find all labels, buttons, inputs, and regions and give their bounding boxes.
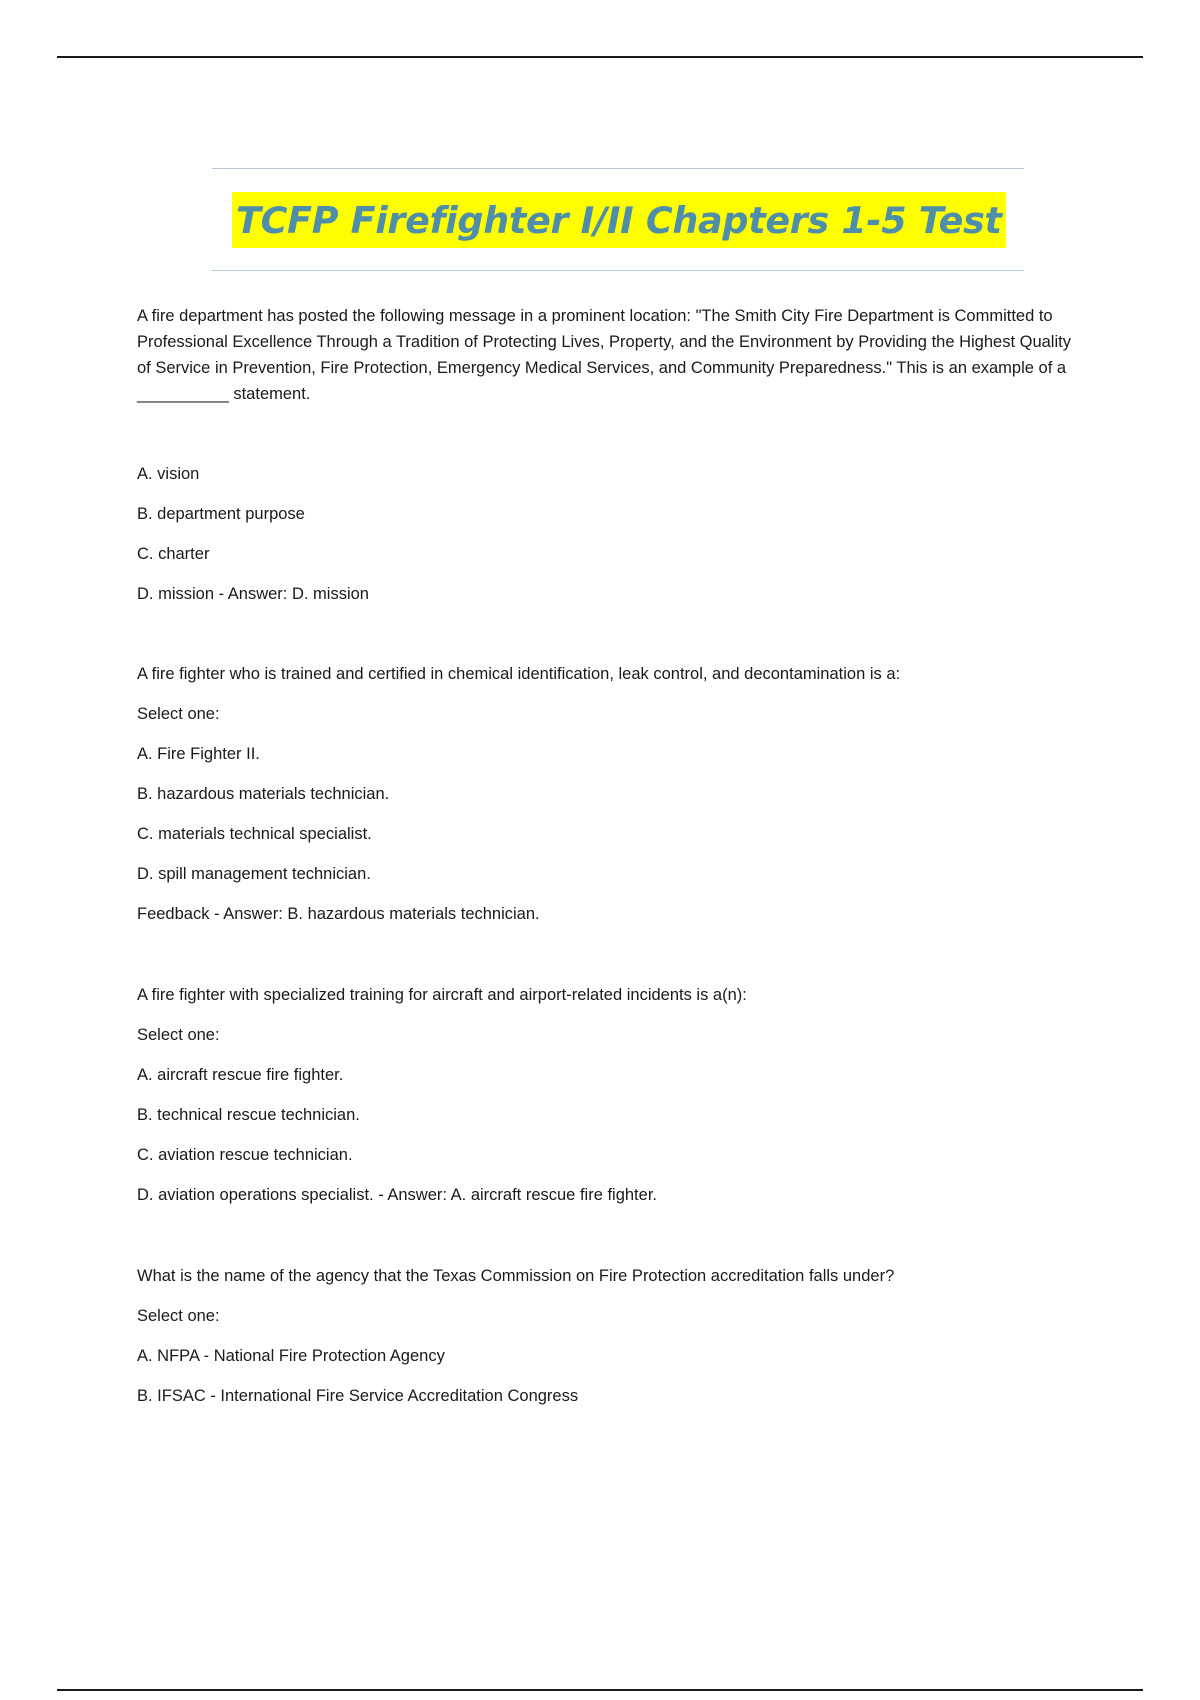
question-2-option-d: D. spill management technician.: [137, 865, 371, 883]
document-title: TCFP Firefighter I/II Chapters 1-5 Test: [232, 192, 1006, 248]
question-1-option-b: B. department purpose: [137, 505, 305, 523]
question-3-option-b: B. technical rescue technician.: [137, 1106, 360, 1124]
question-4-stem: What is the name of the agency that the Texas Commission on Fire Protection accreditation falls under?: [137, 1267, 895, 1285]
title-block: [212, 168, 1024, 272]
question-2-stem: A fire fighter who is trained and certified in chemical identification, leak control, and decontamination is a:: [137, 665, 901, 683]
question-4-option-a: A. NFPA - National Fire Protection Agency: [137, 1347, 445, 1365]
question-3-select-prompt: Select one:: [137, 1026, 220, 1044]
question-1-stem: A fire department has posted the following message in a prominent location: "The Smith City Fire Department is Committed to Professional Excellence Through a Tradition of Protecting Lives, Property, and the Environment by Providing the Highest Quality of Service in Prevention, Fire Protection, Emergency Medical Services, and Community Preparedness." This is an example of a __________ statement.: [137, 307, 1071, 403]
question-2-select-prompt: Select one:: [137, 705, 220, 723]
question-1-option-d-answer: D. mission - Answer: D. mission: [137, 585, 369, 603]
question-3-option-d-answer: D. aviation operations specialist. - Answer: A. aircraft rescue fire fighter.: [137, 1186, 657, 1204]
title-lower-rule: [212, 270, 1024, 271]
question-3-stem: A fire fighter with specialized training for aircraft and airport-related incidents is a(n):: [137, 986, 747, 1004]
question-2-option-a: A. Fire Fighter II.: [137, 745, 260, 763]
question-4-select-prompt: Select one:: [137, 1307, 220, 1325]
question-1-option-c: C. charter: [137, 545, 210, 563]
question-2-option-b: B. hazardous materials technician.: [137, 785, 390, 803]
question-2-feedback-answer: Feedback - Answer: B. hazardous materials technician.: [137, 905, 540, 923]
question-2-option-c: C. materials technical specialist.: [137, 825, 372, 843]
page-bottom-rule: [57, 1689, 1143, 1691]
question-3-option-a: A. aircraft rescue fire fighter.: [137, 1066, 344, 1084]
title-upper-rule: [212, 168, 1024, 169]
question-4-option-b: B. IFSAC - International Fire Service Accreditation Congress: [137, 1387, 579, 1405]
question-3-option-c: C. aviation rescue technician.: [137, 1146, 353, 1164]
question-1-option-a: A. vision: [137, 465, 200, 483]
page-top-rule: [57, 56, 1143, 58]
